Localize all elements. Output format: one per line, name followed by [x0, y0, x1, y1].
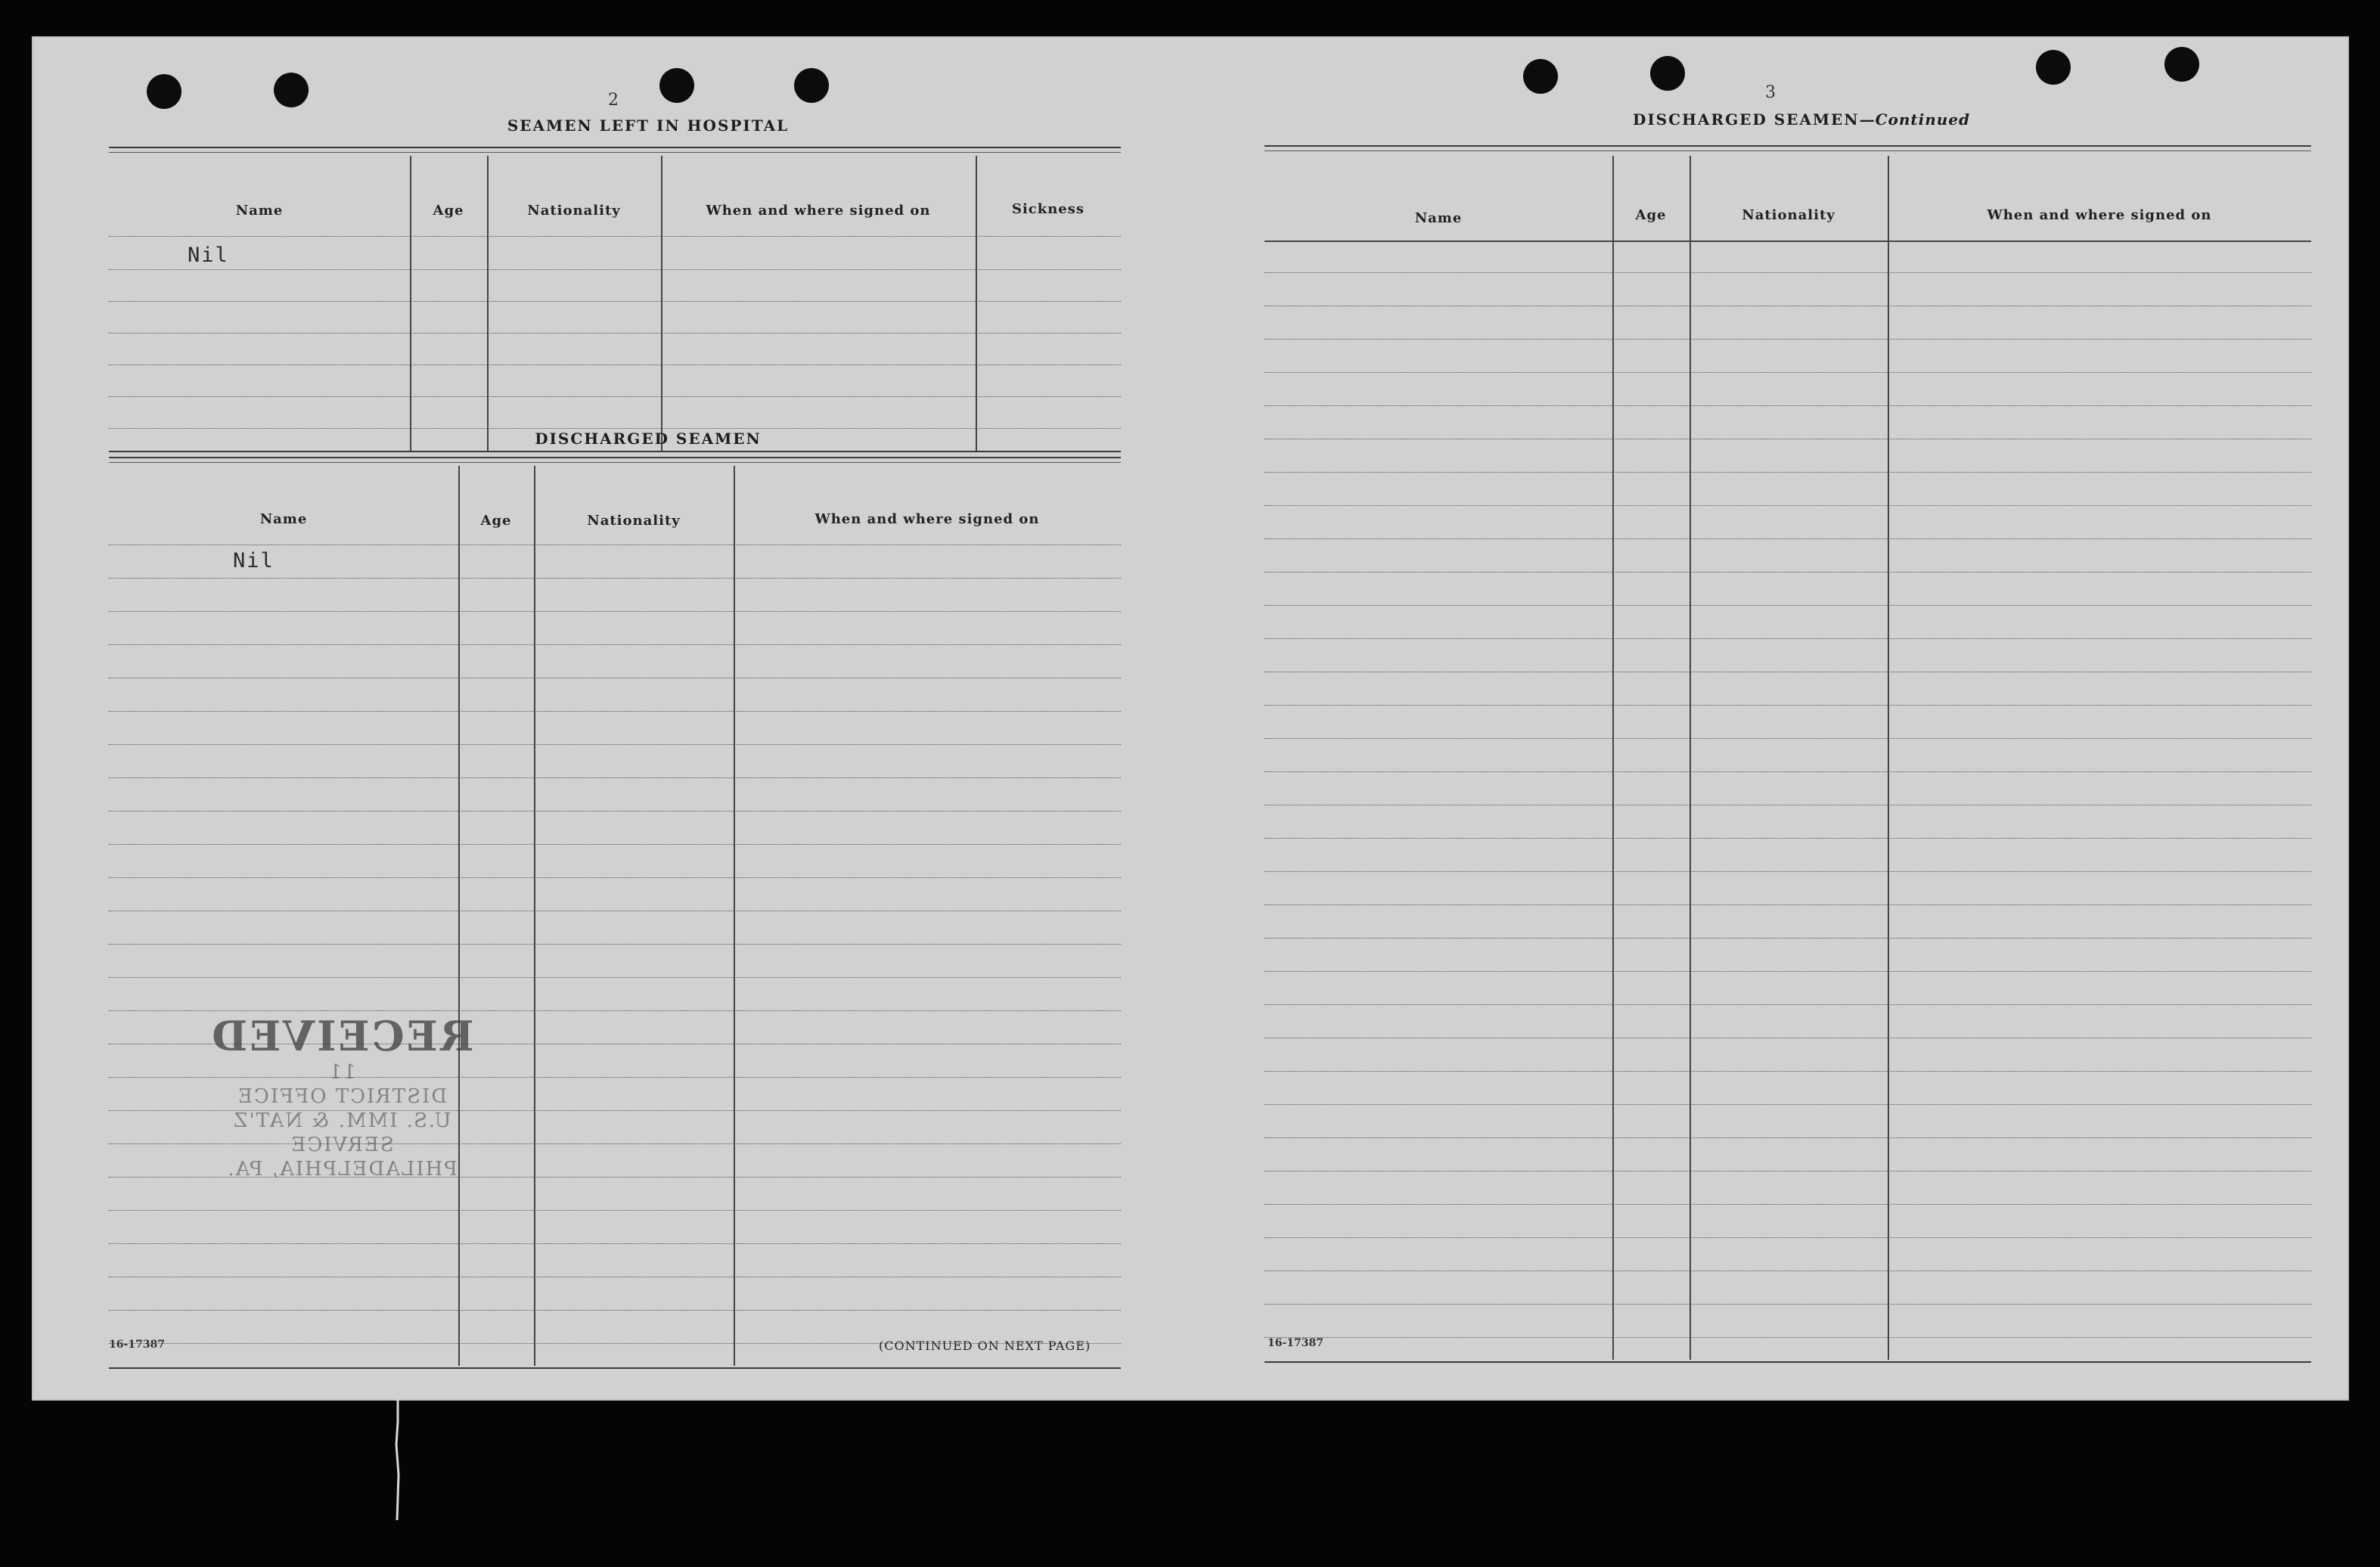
right-top-rule: [1264, 145, 2311, 151]
row-line: [109, 396, 1121, 397]
row-line: [1264, 339, 2311, 340]
row-line: [1264, 1237, 2311, 1238]
column-header-when-where: When and where signed on: [706, 203, 931, 219]
title-continued: —Continued: [1859, 110, 1971, 129]
continued-note: (CONTINUED ON NEXT PAGE): [879, 1339, 1091, 1353]
row-line: [109, 236, 1121, 237]
row-line: [109, 744, 1121, 745]
row-line: [1264, 605, 2311, 606]
row-line: [1264, 240, 2311, 242]
row-line: [109, 711, 1121, 712]
row-line: [1264, 272, 2311, 273]
row-line: [1264, 505, 2311, 506]
row-line: [1264, 938, 2311, 939]
row-line: [109, 428, 1121, 429]
column-header-name: Name: [235, 203, 284, 219]
row-line: [1264, 771, 2311, 772]
column-header-name: Name: [1414, 210, 1463, 226]
row-line: [1264, 1104, 2311, 1105]
row-line: [1264, 971, 2311, 972]
row-line: [109, 611, 1121, 612]
column-divider: [534, 466, 535, 1366]
discharged-continued-title: [1348, 110, 2255, 129]
row-line: [1264, 405, 2311, 406]
hospital-name-entry: Nil: [188, 244, 229, 267]
row-line: [109, 844, 1121, 845]
column-divider: [734, 466, 735, 1366]
row-line: [109, 578, 1121, 579]
discharged-top-rule: [109, 457, 1121, 463]
column-header-when-where: When and where signed on: [815, 511, 1040, 527]
column-header-name: Name: [259, 511, 308, 527]
punch-hole: [274, 73, 309, 107]
hospital-bottom-rule: [109, 451, 1121, 452]
row-line: [109, 1310, 1121, 1311]
stamp-line: PHILADELPHIA, PA.: [226, 1158, 458, 1181]
discharged-bottom-rule: [109, 1367, 1121, 1369]
column-header-nationality: Nationality: [587, 513, 681, 529]
page-number-right: 3: [1765, 83, 1776, 102]
column-divider: [1888, 156, 1889, 1360]
punch-hole: [1523, 59, 1558, 94]
row-line: [1264, 538, 2311, 539]
column-divider: [976, 156, 977, 451]
row-line: [1264, 838, 2311, 839]
row-line: [1264, 1137, 2311, 1138]
row-line: [1264, 372, 2311, 373]
column-divider: [458, 466, 460, 1366]
stamp-title: RECEIVED: [209, 1012, 474, 1060]
title-main: DISCHARGED SEAMEN: [1632, 110, 1860, 129]
row-line: [109, 644, 1121, 645]
punch-hole: [2036, 50, 2071, 85]
row-line: [109, 269, 1121, 270]
row-line: [109, 301, 1121, 302]
row-line: [109, 1243, 1121, 1244]
document-sheet: [32, 36, 2349, 1401]
row-line: [1264, 1337, 2311, 1338]
column-divider: [1690, 156, 1691, 1360]
row-line: [1264, 738, 2311, 739]
discharged-name-entry: Nil: [233, 549, 275, 572]
column-header-sickness: Sickness: [1011, 201, 1085, 217]
form-number-left: 16-17387: [109, 1339, 165, 1351]
row-line: [1264, 638, 2311, 639]
column-header-nationality: Nationality: [1742, 207, 1835, 223]
hospital-top-rule: [109, 147, 1121, 153]
punch-hole: [794, 68, 829, 103]
binding-string: [393, 1399, 402, 1520]
discharged-table: [109, 466, 1121, 1366]
punch-hole: [659, 68, 694, 103]
row-line: [1264, 871, 2311, 872]
row-line: [109, 877, 1121, 878]
row-line: [109, 977, 1121, 978]
row-line: [109, 1210, 1121, 1211]
row-line: [109, 777, 1121, 778]
column-header-age: Age: [433, 203, 464, 219]
right-bottom-rule: [1264, 1361, 2311, 1363]
row-line: [1264, 705, 2311, 706]
column-header-age: Age: [480, 513, 512, 529]
row-line: [1264, 1071, 2311, 1072]
punch-hole: [147, 74, 182, 109]
received-stamp: [198, 1012, 486, 1181]
stamp-line: 11: [327, 1061, 356, 1084]
row-line: [1264, 1304, 2311, 1305]
hospital-table: [109, 156, 1121, 451]
row-line: [1264, 472, 2311, 473]
column-divider: [661, 156, 662, 451]
row-line: [109, 1010, 1121, 1011]
row-line: [109, 333, 1121, 334]
punch-hole: [2164, 47, 2199, 82]
column-header-nationality: Nationality: [527, 203, 621, 219]
discharged-continued-table: [1264, 156, 2311, 1360]
column-header-when-where: When and where signed on: [1987, 207, 2212, 223]
row-line: [1264, 1004, 2311, 1005]
page-number-left: 2: [608, 91, 619, 110]
column-divider: [410, 156, 411, 451]
stamp-line: U.S. IMM. & NAT'Z SERVICE: [232, 1109, 451, 1156]
stamp-line: DISTRICT OFFICE: [236, 1085, 448, 1108]
punch-hole: [1650, 56, 1685, 91]
row-line: [1264, 1204, 2311, 1205]
hospital-section-title: SEAMEN LEFT IN HOSPITAL: [507, 116, 790, 135]
discharged-section-title: DISCHARGED SEAMEN: [535, 430, 762, 448]
form-number-right: 16-17387: [1268, 1337, 1323, 1349]
column-header-age: Age: [1635, 207, 1667, 223]
column-divider: [1612, 156, 1614, 1360]
row-line: [109, 944, 1121, 945]
column-divider: [487, 156, 489, 451]
